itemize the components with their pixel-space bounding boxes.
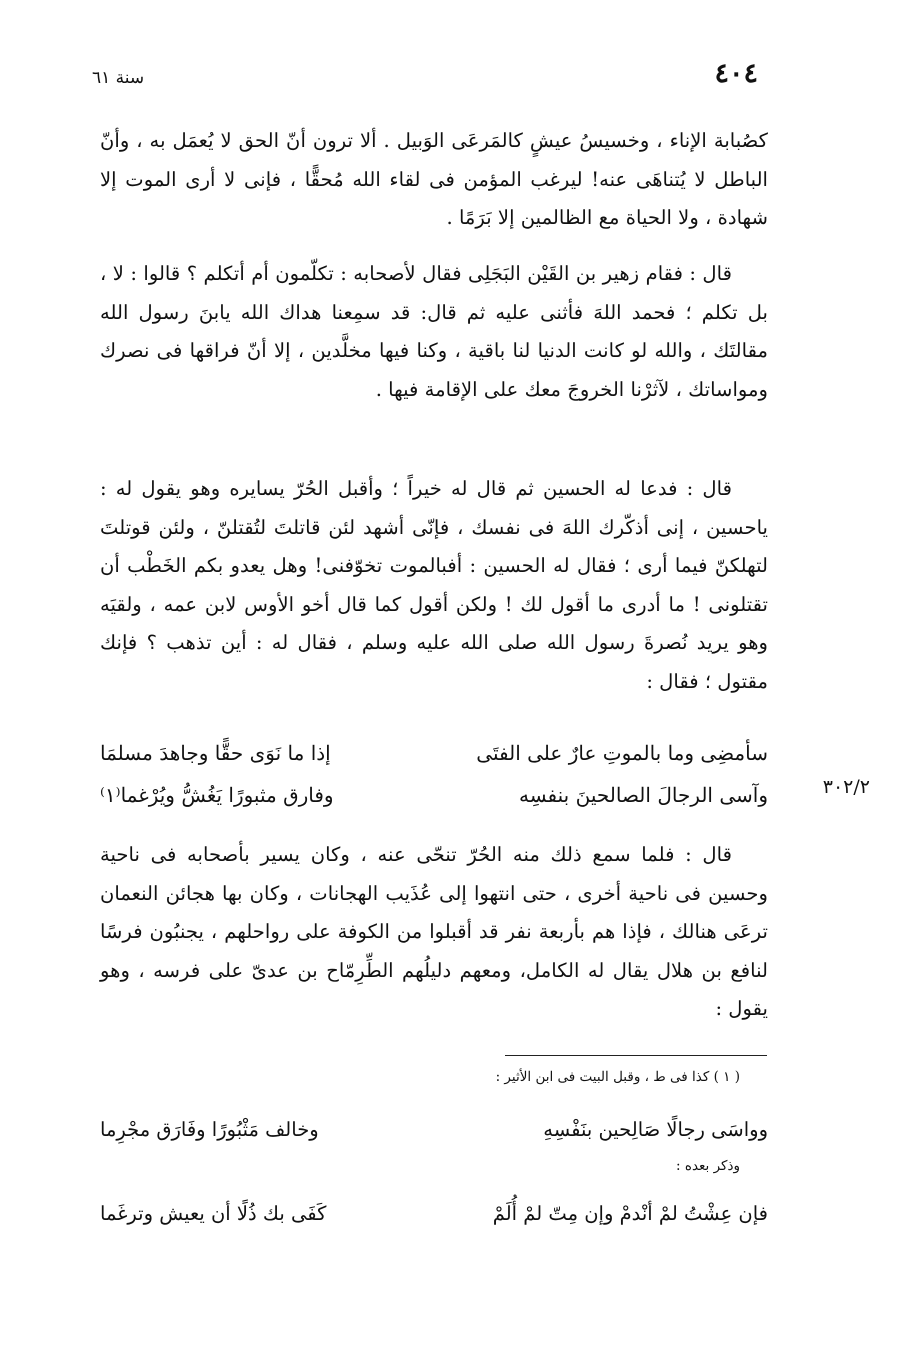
margin-reference: ٣٠٢/٢ [822, 776, 870, 798]
footnote-verse-2-first-hemistich: فإن عِشْتُ لمْ أنْدمْ وإن مِتّ لمْ أُلَمْ [492, 1202, 768, 1225]
poem [100, 732, 768, 816]
page-number: ٤٠٤ [714, 58, 758, 89]
verse-1-second-hemistich: إذا ما نَوَى حقًّا وجاهدَ مسلمَا [100, 741, 331, 765]
running-header-year: سنة ٦١ [92, 68, 145, 88]
footnote-verse-2-second-hemistich: كَفَى بك ذُلًا أن يعيش وترغَما [100, 1202, 327, 1225]
poem-verse-2 [100, 774, 768, 816]
footnote-verse-1-first-hemistich: وواسَى رجالًا صَالِحين بنَفْسِهِ [543, 1118, 768, 1141]
footnote-verse-2-line [100, 1192, 768, 1236]
paragraph-1: كصُبابة الإناء ، وخسيسُ عيشٍ كالمَرعَى الوَبيل . ألا ترون أنّ الحق لا يُعمَل به ، وأنّ الباطل لا يُتناهَى عنه! ليرغب المؤمن فى لقاء الله مُحقًّا ، فإنى لا أرى الموت إلا شهادة ، ولا الحياة مع الظالمين إلا بَرَمًا . [100, 129, 768, 230]
footnote-2-text: وذكر بعده : [676, 1158, 740, 1174]
footnote-1-text: ( ١ ) كذا فى ط ، وقبل البيت فى ابن الأثير : [495, 1069, 740, 1085]
footnote-verse-2 [100, 1192, 768, 1236]
footnote-verse-1 [100, 1108, 768, 1152]
footnote-verse-1-second-hemistich: وخالف مَثْبُورًا وفَارَق مجْرِما [100, 1118, 319, 1141]
footnote-verse-1-line [100, 1108, 768, 1152]
paragraph-3: قال : فدعا له الحسين ثم قال له خيراً ؛ وأقبل الحُرّ يسايره وهو يقول له : ياحسين ، إنى أذكّرك اللهَ فى نفسك ، فإنّى أشهد لئن قاتلتَ لتُقتلنّ ، ولئن قوتلتَ لتهلكنّ فيما أرى ؛ فقال له الحسين : أفبالموت تخوّفنى! وهل يعدو بكم الخَطْب أن تقتلونى ! ما أدرى ما أقول لك ! ولكن أقول كما قال أخو الأوس لابن عمه ، ولقيَه وهو يريد نُصرةَ رسول الله صلى الله عليه وسلم ، فقال له : أين تذهب ؟ فإنك مقتول ؛ فقال : [100, 477, 768, 693]
paragraph-4: قال : فلما سمع ذلك منه الحُرّ تنحّى عنه ، وكان يسير بأصحابه فى ناحية وحسين فى ناحية أخرى ، حتى انتهوا إلى عُذَيب الهجانات ، وكان بها هجائن النعمان ترعَى هنالك ، فإذا هم بأربعة نفر قد أقبلوا من الكوفة على رواحلهم ، يجنبُون فرسًا لنافع بن هلال يقال له الكامل، ومعهم دليلُهم الطِّرِمّاح بن عدىّ على فرسه ، وهو يقول : [100, 843, 768, 1021]
verse-1-first-hemistich: سأمضِى وما بالموتِ عارٌ على الفتَى [476, 741, 768, 765]
verse-2-first-hemistich: وآسى الرجالَ الصالحينَ بنفسِه [518, 783, 768, 807]
footnote-divider [505, 1055, 767, 1056]
verse-2-second-hemistich: وفارق مثبورًا يَغُشُّ ويُرْغما⁽١⁾ [100, 783, 334, 807]
poem-verse-1 [100, 732, 768, 774]
paragraph-2: قال : فقام زهير بن القَيْن البَجَلِى فقال لأصحابه : تكلّمون أم أتكلم ؟ قالوا : لا ، بل تكلم ؛ فحمد اللهَ فأثنى عليه ثم قال: قد سمِعنا هداك الله يابنَ رسول الله مقالتَك ، والله لو كانت الدنيا لنا باقية ، وكنا فيها مخلَّدين ، إلا أنّ فراقها فى نصرك ومواساتك ، لآثرْنا الخروجَ معك على الإقامة فيها . [100, 262, 768, 401]
